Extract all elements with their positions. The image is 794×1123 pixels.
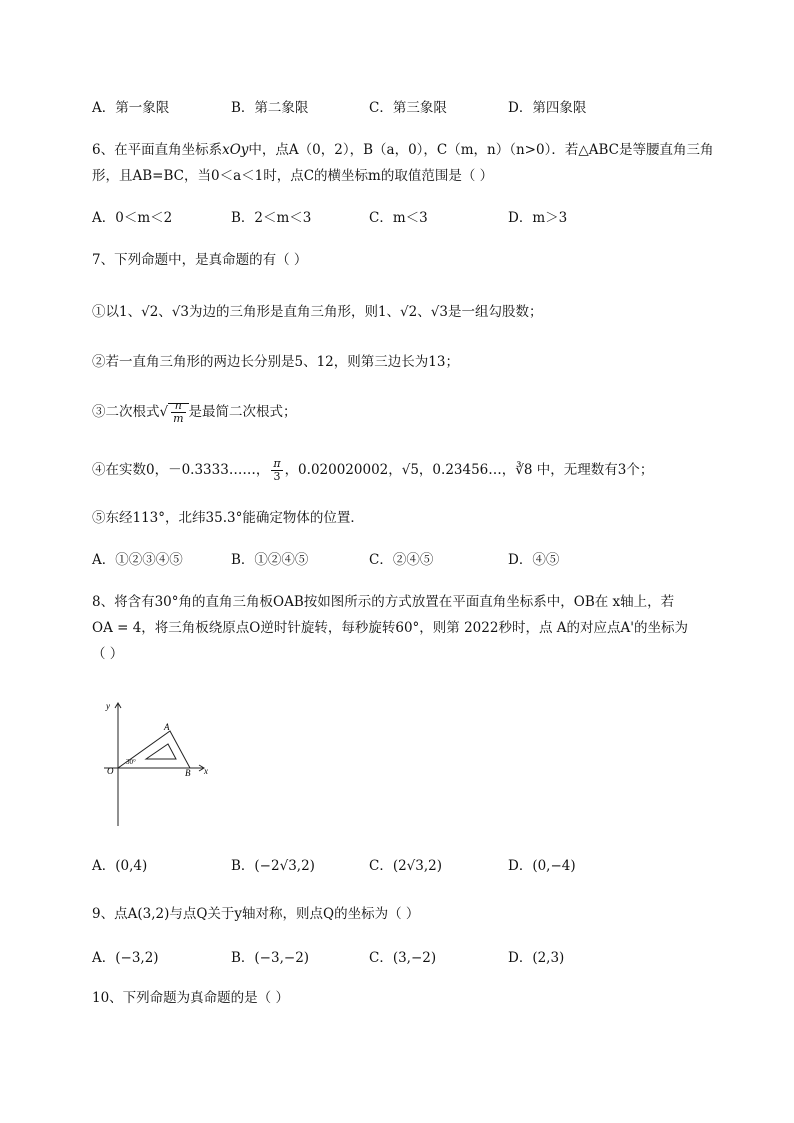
coordinate-figure (100, 698, 220, 828)
q7-statement-3 (92, 400, 297, 425)
q7-s4-suffix: ，0.020020002，√5，0.23456…，∛8 中，无理数有3个； (284, 462, 654, 478)
q7-statement-5: ⑤东经113°，北纬35.3°能确定物体的位置． (92, 510, 364, 526)
q10-stem: 10、下列命题为真命题的是（ ） (92, 990, 289, 1006)
q7-option-d: D．④⑤ (508, 552, 560, 568)
q6-line1 (92, 140, 713, 160)
q8-line2: OA = 4，将三角板绕原点O逆时针旋转，每秒旋转60°，则第 2022秒时，点 A的对应点A'的坐标为 (92, 620, 688, 636)
q8-figure (100, 698, 220, 828)
q5-option-d: D．第四象限 (508, 100, 587, 116)
q8-option-b: B．(−2√3,2) (231, 858, 315, 874)
q8-option-a: A．(0,4) (92, 858, 148, 874)
q8-option-c: C．(2√3,2) (369, 858, 443, 874)
q8-line1: 8、将含有30°角的直角三角板OAB按如图所示的方式放置在平面直角坐标系中，OB在 x轴上，若 (92, 594, 675, 610)
pi-denominator: 3 (273, 470, 281, 483)
q7-statement-1: ①以1、√2、√3为边的三角形是直角三角形，则1、√2、√3是一组勾股数； (92, 304, 543, 320)
q6-xoy: xOy (222, 142, 249, 158)
q7-s3-numerator: n (171, 400, 185, 413)
y-axis-label: y (106, 701, 110, 711)
q9-option-c: C．(3,−2) (369, 950, 437, 966)
q5-option-b: B．第二象限 (231, 100, 309, 116)
q7-statement-4 (92, 458, 653, 483)
q8-line3: （ ） (92, 646, 124, 662)
angle-label: 30° (126, 758, 136, 766)
q9-option-b: B．(−3,−2) (231, 950, 310, 966)
q6-point-c: C（m，n）（n>0）．若△ABC是等腰直角三角 (436, 142, 714, 158)
q7-option-c: C．②④⑤ (369, 552, 434, 568)
q7-option-b: B．①②④⑤ (231, 552, 309, 568)
q7-stem: 7、下列命题中，是真命题的有（ ） (92, 252, 308, 268)
q6-point-b: B（a，0）， (363, 142, 437, 158)
triangle-inner (146, 744, 176, 759)
q6-mid: 中，点 (248, 142, 289, 158)
q8-option-d: D．(0,−4) (508, 858, 576, 874)
q7-s3-denominator: m (173, 412, 184, 425)
q6-option-b: B．2＜m＜3 (231, 210, 312, 226)
q9-option-d: D．(2,3) (508, 950, 565, 966)
point-a-label: A (164, 722, 170, 732)
point-b-label: B (185, 768, 191, 778)
q7-statement-2: ②若一直角三角形的两边长分别是5、12，则第三边长为13； (92, 354, 459, 370)
pi-numerator: π (273, 457, 281, 470)
q5-option-a: A．第一象限 (92, 100, 170, 116)
q9-option-a: A．(−3,2) (92, 950, 159, 966)
pi-over-3 (271, 458, 282, 483)
q6-option-d: D．m＞3 (508, 210, 568, 226)
q6-option-a: A．0＜m＜2 (92, 210, 173, 226)
q6-line2: 形，且AB=BC，当0＜a＜1时，点C的横坐标m的取值范围是（ ） (92, 168, 494, 184)
q6-prefix: 6、在平面直角坐标系 (92, 142, 223, 158)
q6-point-a: A（0，2）， (288, 142, 364, 158)
x-axis-label: x (204, 766, 208, 776)
q7-option-a: A．①②③④⑤ (92, 552, 183, 568)
q6-option-c: C．m＜3 (369, 210, 428, 226)
q9-stem: 9、点A(3,2)与点Q关于y轴对称，则点Q的坐标为（ ） (92, 906, 420, 922)
q5-option-c: C．第三象限 (369, 100, 447, 116)
q7-s3-suffix: 是最简二次根式； (188, 404, 297, 420)
q7-s3-prefix: ③二次根式 (92, 404, 160, 420)
origin-label: O (107, 766, 114, 776)
q7-s4-prefix: ④在实数0，－0.3333……， (92, 462, 270, 478)
sqrt-fraction: √ $\frac{n}{m}$ (160, 400, 189, 425)
